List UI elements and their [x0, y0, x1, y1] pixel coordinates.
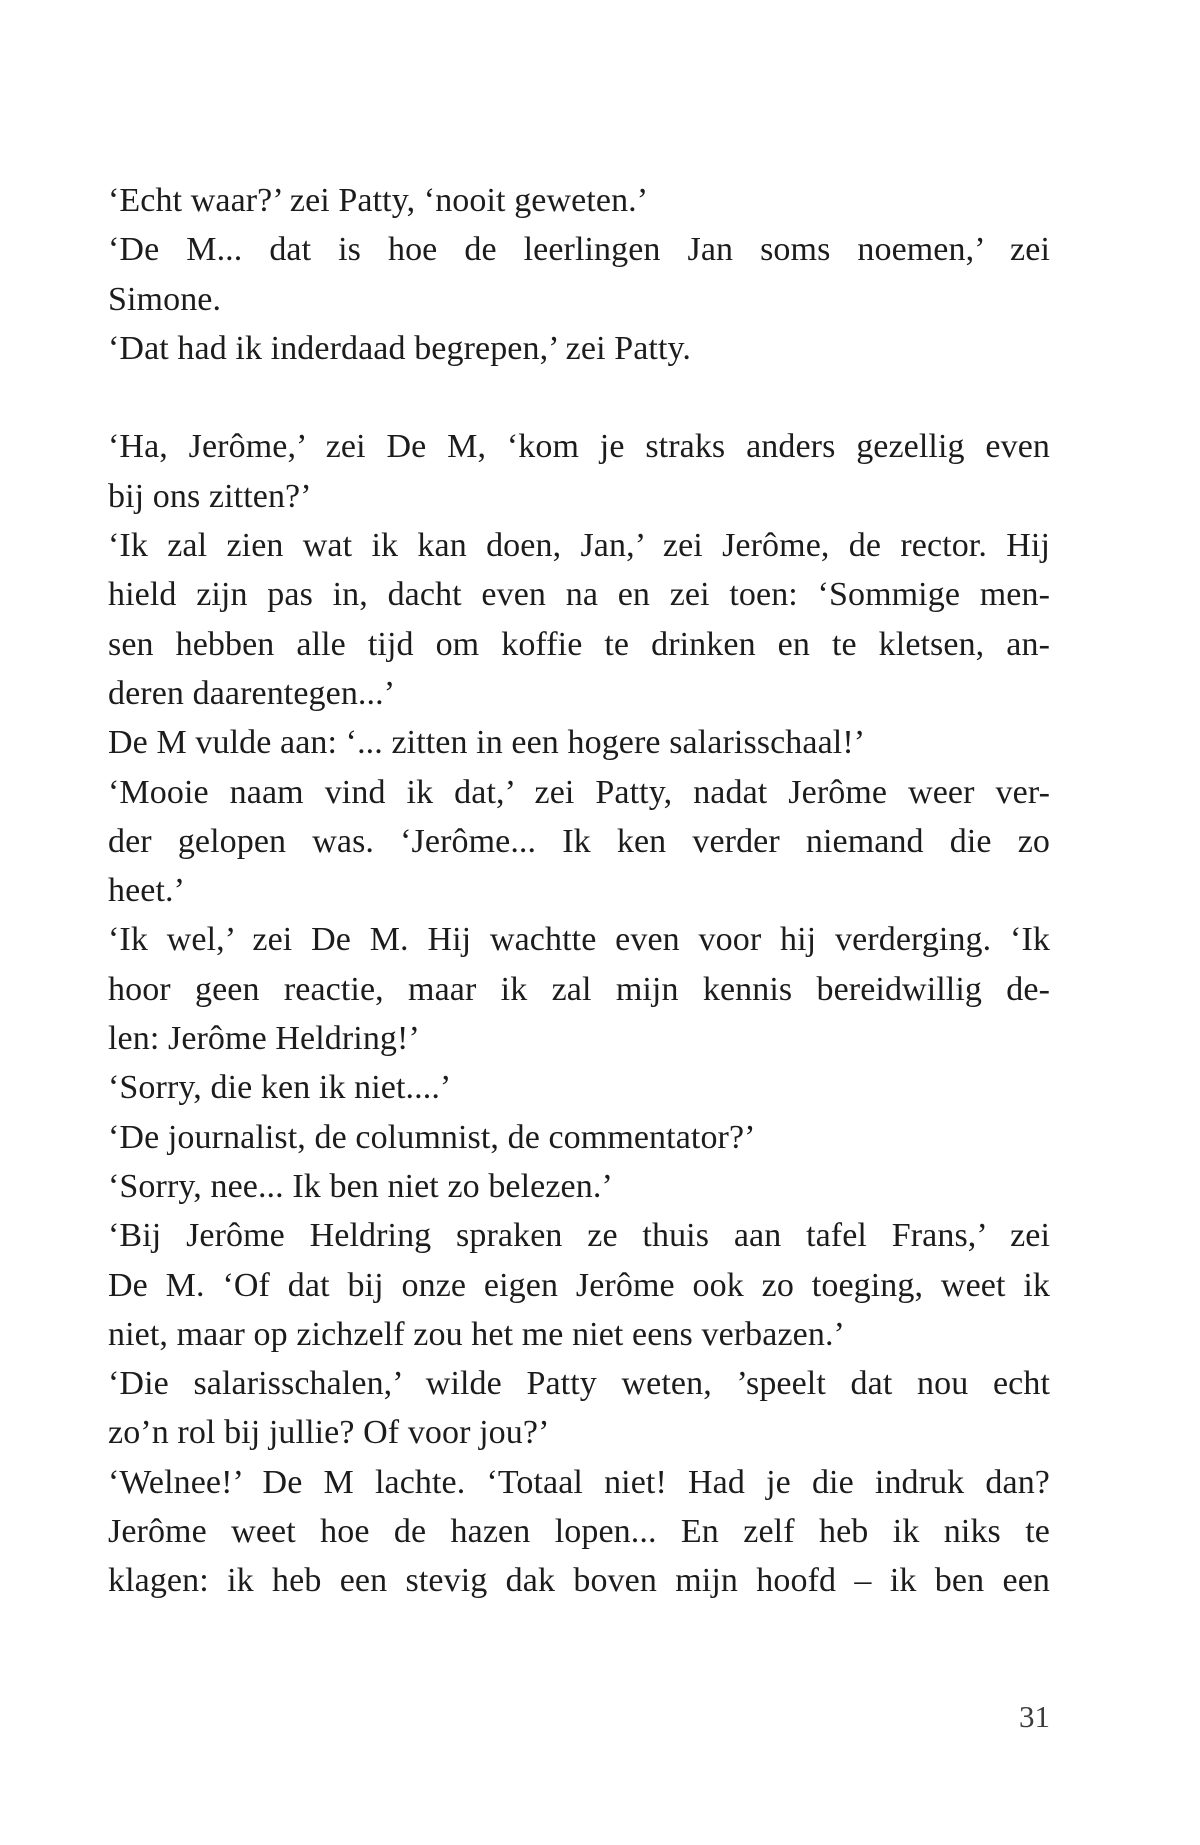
- text-line: ‘Dat had ik inderdaad begrepen,’ zei Patty.: [108, 329, 691, 367]
- text-line: ‘Ha, Jerôme,’ zei De M, ‘kom je straks anders gezellig even: [108, 428, 1050, 466]
- text-line: klagen: ik heb een stevig dak boven mijn hoofd – ik ben een: [108, 1562, 1050, 1600]
- text-line: zo’n rol bij jullie? Of voor jou?’: [108, 1414, 550, 1452]
- text-line: hoor geen reactie, maar ik zal mijn kennis bereidwillig de-: [108, 970, 1050, 1008]
- text-line: ‘De M... dat is hoe de leerlingen Jan soms noemen,’ zei: [108, 231, 1050, 269]
- text-line: ‘Die salarisschalen,’ wilde Patty weten, ’speelt dat nou echt: [108, 1365, 1050, 1403]
- text-line: ‘Sorry, die ken ik niet....’: [108, 1069, 452, 1107]
- text-line: De M vulde aan: ‘... zitten in een hogere salarisschaal!’: [108, 724, 866, 762]
- text-line: ‘Sorry, nee... Ik ben niet zo belezen.’: [108, 1167, 613, 1205]
- text-line: deren daarentegen...’: [108, 674, 396, 712]
- page-number: 31: [1019, 1699, 1050, 1734]
- text-line: sen hebben alle tijd om koffie te drinken en te kletsen, an-: [108, 625, 1050, 663]
- text-line: [108, 373, 1050, 422]
- text-line: Jerôme weet hoe de hazen lopen... En zelf heb ik niks te: [108, 1513, 1050, 1551]
- text-line: ‘Ik wel,’ zei De M. Hij wachtte even voor hij verderging. ‘Ik: [108, 921, 1050, 959]
- text-line: bij ons zitten?’: [108, 477, 312, 515]
- page-text: [108, 176, 1050, 1606]
- text-line: niet, maar op zichzelf zou het me niet eens verbazen.’: [108, 1315, 845, 1353]
- text-line: ‘Echt waar?’ zei Patty, ‘nooit geweten.’: [108, 182, 649, 219]
- text-line: Simone.: [108, 280, 222, 318]
- text-line: der gelopen was. ‘Jerôme... Ik ken verder niemand die zo: [108, 822, 1050, 860]
- text-line: hield zijn pas in, dacht even na en zei toen: ‘Sommige men-: [108, 576, 1050, 614]
- text-line: ‘Bij Jerôme Heldring spraken ze thuis aan tafel Frans,’ zei: [108, 1217, 1050, 1255]
- text-line: ‘Mooie naam vind ik dat,’ zei Patty, nadat Jerôme weer ver-: [108, 773, 1050, 811]
- text-line: ‘Ik zal zien wat ik kan doen, Jan,’ zei Jerôme, de rector. Hij: [108, 527, 1050, 565]
- text-line: ‘Welnee!’ De M lachte. ‘Totaal niet! Had je die indruk dan?: [108, 1463, 1050, 1501]
- text-line: heet.’: [108, 872, 186, 910]
- text-line: len: Jerôme Heldring!’: [108, 1020, 420, 1058]
- text-line: ‘De journalist, de columnist, de commentator?’: [108, 1118, 756, 1156]
- text-line: De M. ‘Of dat bij onze eigen Jerôme ook zo toeging, weet ik: [108, 1266, 1050, 1304]
